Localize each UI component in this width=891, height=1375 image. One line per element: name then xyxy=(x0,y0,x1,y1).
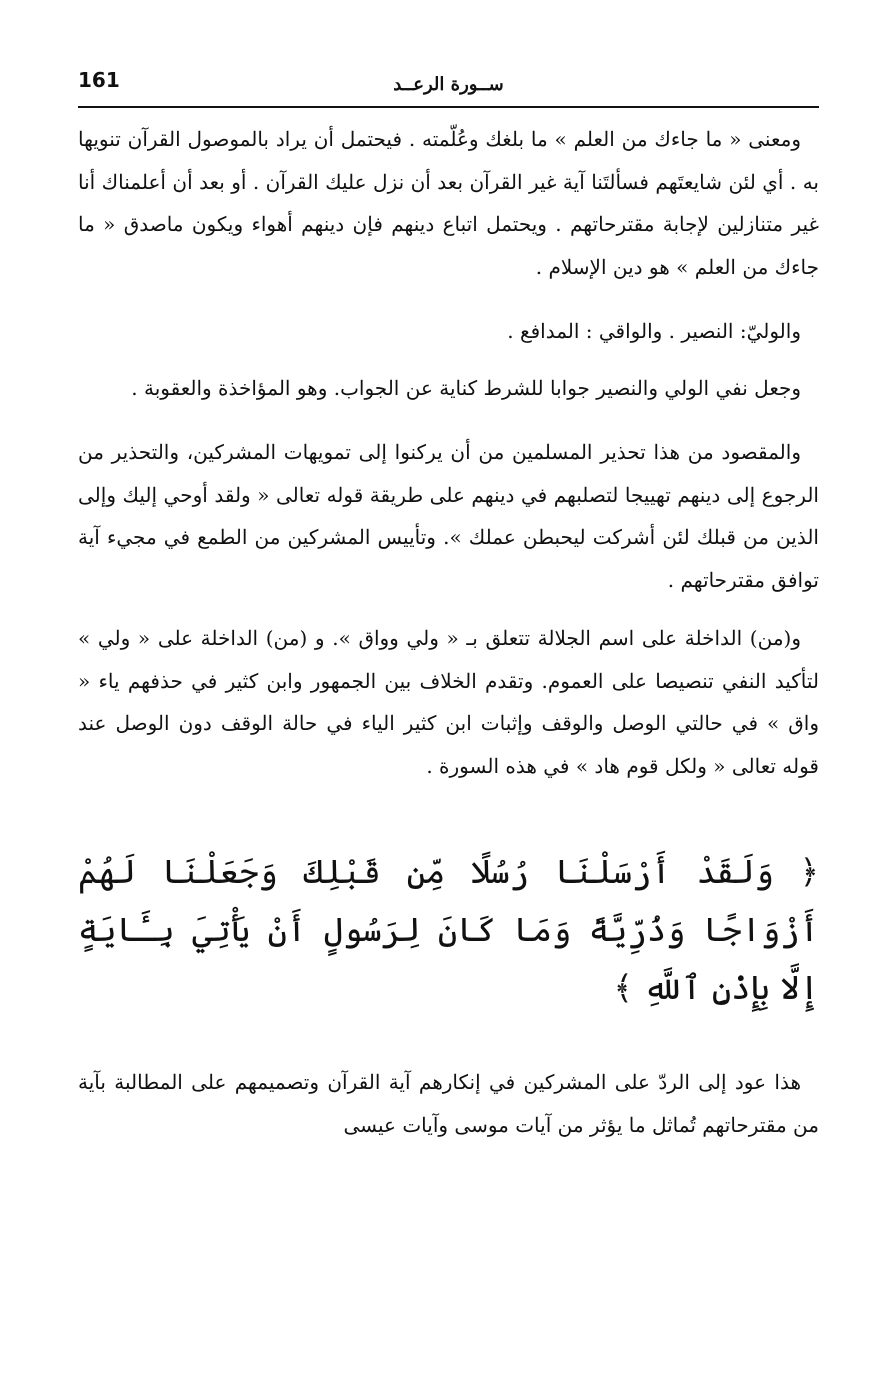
paragraph-definitions: والوليّ: النصير . والواقي : المدافع . xyxy=(507,319,801,343)
header-divider xyxy=(78,106,819,108)
paragraph-grammar: و(من) الداخلة على اسم الجلالة تتعلق بـ « ولي وواق ». و (من) الداخلة على « ولي » لتأكيد النفي تنصيصا على العموم. وتقدم الخلاف بين الجمهور وابن كثير في حذفهم ياء « واق » في حالتي الوصل والوقف وإثبات ابن كثير الياء في حالة الوقف دون الوصل عند قوله تعالى « ولكل قوم هاد » في هذه السورة . xyxy=(78,626,819,778)
paragraph-commentary: هذا عود إلى الردّ على المشركين في إنكارهم آية القرآن وتصميمهم على المطالبة بآية من مقترحاتهم تُماثل ما يؤثر من آيات موسى وآيات عيسى xyxy=(78,1070,819,1137)
page-body xyxy=(78,118,819,1146)
surah-title: ســورة الرعــد xyxy=(393,74,504,95)
paragraph-purpose: والمقصود من هذا تحذير المسلمين من أن يركنوا إلى تمويهات المشركين، والتحذير من الرجوع إلى دينهم تهييجا لتصلبهم في دينهم على طريقة قوله تعالى « ولقد أوحي إليك وإلى الذين من قبلك لئن أشركت ليحبطن عملك ». وتأييس المشركين من الطمع في مجيء آية توافق مقترحاتهم . xyxy=(78,440,819,592)
quran-verse: ﴿ وَلَقَدْ أَرْسَلْنَا رُسُلًا مِّن قَبْلِكَ وَجَعَلْنَا لَهُمْ أَزْوَاجًا وَذُرِّيَّةً وَمَا كَانَ لِرَسُولٍ أَنْ يَأْتِيَ بِـَٔايَةٍ إِلَّا بِإِذْنِ ٱللَّهِ ﴾ xyxy=(78,852,819,1007)
page-header xyxy=(78,62,819,110)
page-number: 161 xyxy=(78,68,120,92)
paragraph-condition: وجعل نفي الولي والنصير جوابا للشرط كناية عن الجواب. وهو المؤاخذة والعقوبة . xyxy=(131,375,801,400)
paragraph-meaning: ومعنى « ما جاءك من العلم » ما بلغك وعُلّمته . فيحتمل أن يراد بالموصول القرآن تنويها به . أي لئن شايعتَهم فسألتَنا آية غير القرآن بعد أن نزل عليك القرآن . أو بعد أن أعلمناك أنا غير متنازلين لإجابة مقترحاتهم . ويحتمل اتباع دينهم فإن دينهم أهواء ويكون ماصدق « ما جاءك من العلم » هو دين الإسلام . xyxy=(78,127,819,279)
